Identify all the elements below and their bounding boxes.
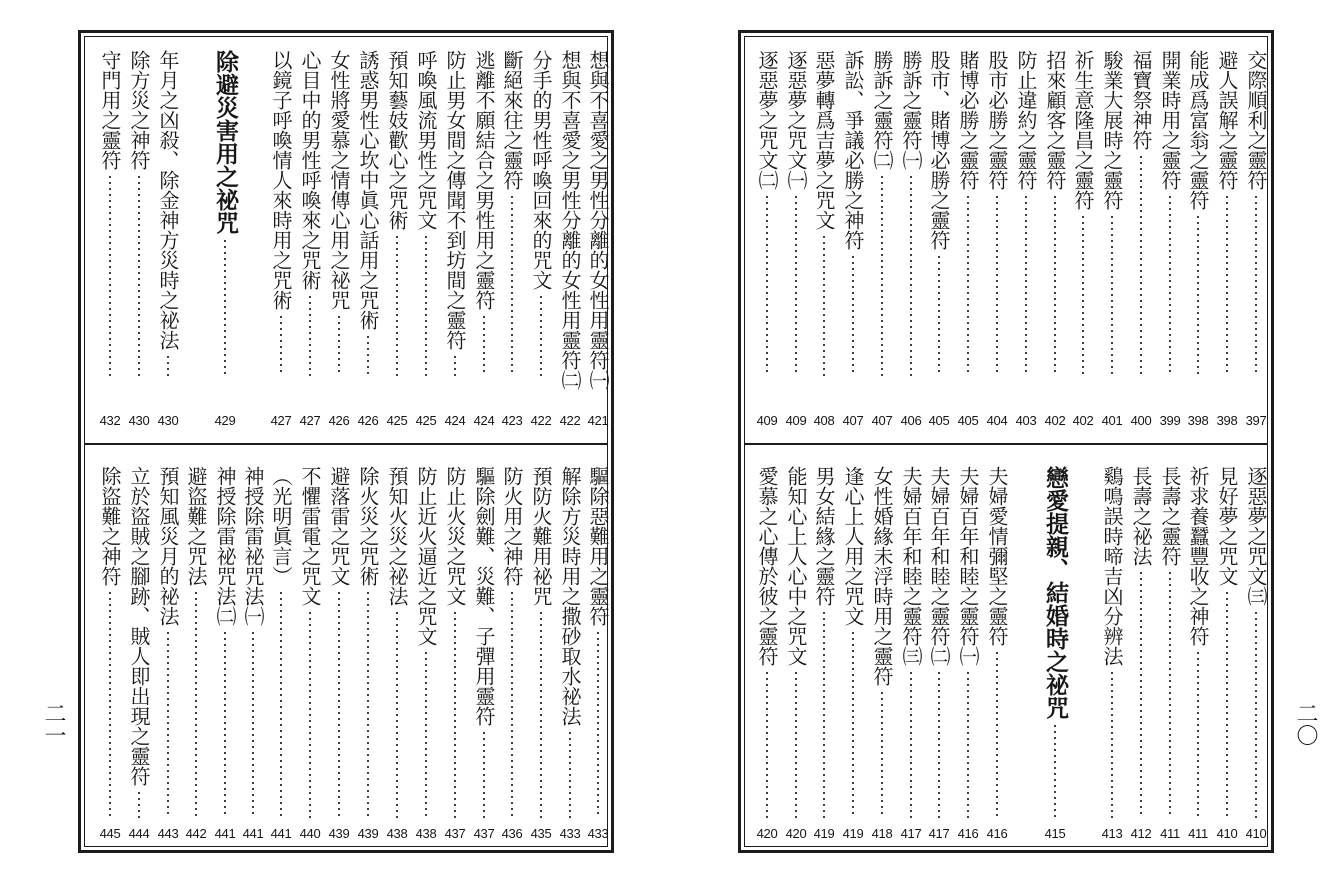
page-number: 411 <box>1160 826 1180 841</box>
toc-entry <box>955 466 981 822</box>
dot-leader <box>996 650 998 818</box>
entry-title: 逐惡夢之咒文㈠ <box>784 50 808 190</box>
toc-entry <box>1214 466 1240 822</box>
toc-entry <box>811 50 837 380</box>
toc-entry <box>557 50 583 390</box>
right-page-folio: 二〇 <box>1293 702 1318 746</box>
entry-title: 呼喚風流男性之咒文 <box>414 50 438 230</box>
entry-title: 男女結緣之靈符 <box>812 466 836 606</box>
entry-title: 惡夢轉爲吉夢之咒文 <box>812 50 836 230</box>
entry-title: 祈求養蠶豐收之神符 <box>1186 466 1210 646</box>
toc-entry <box>413 50 439 380</box>
dot-leader <box>823 234 825 376</box>
entry-title: 股市必勝之靈符 <box>985 50 1009 190</box>
toc-entry <box>1070 50 1096 380</box>
dot-leader <box>795 670 797 818</box>
entry-title: 勝訴之靈符㈠ <box>899 50 923 170</box>
entry-title: 除火災之咒術 <box>356 466 380 586</box>
entry-title: 夫婦百年和睦之靈符㈠ <box>956 466 980 666</box>
toc-entry <box>984 50 1010 380</box>
toc-entry <box>754 466 780 822</box>
entry-title: 防火用之神符 <box>500 466 524 586</box>
dot-leader <box>1140 570 1142 818</box>
entry-title: 夫婦百年和睦之靈符㈡ <box>927 466 951 666</box>
entry-title: 除避災害用之祕咒 <box>212 50 239 234</box>
entry-title: 訴訟、爭議必勝之神符 <box>841 50 865 250</box>
entry-title: 神授除雷祕咒法㈡ <box>213 466 237 626</box>
page-number: 443 <box>157 826 179 841</box>
dot-leader <box>511 194 513 376</box>
toc-entry <box>413 466 439 822</box>
dot-leader <box>881 174 883 376</box>
entry-title: 開業時用之靈符 <box>1158 50 1182 190</box>
dot-leader <box>540 610 542 818</box>
toc-entry <box>754 50 780 380</box>
entry-title: 女性婚緣未浮時用之靈符 <box>870 466 894 686</box>
dot-leader <box>569 730 571 818</box>
page-number: 399 <box>1159 413 1181 428</box>
page-number: 433 <box>587 826 609 841</box>
entry-title: 防止火災之咒文 <box>443 466 467 606</box>
entry-title: 防止男女間之傳聞不到坊間之靈符 <box>443 50 467 350</box>
page-number: 441 <box>214 826 236 841</box>
dot-leader <box>967 670 969 818</box>
entry-title: 能知心上人心中之咒文 <box>784 466 808 666</box>
toc-entry <box>471 50 497 380</box>
entry-title: 年月之凶殺、除金神方災時之祕法 <box>156 50 180 350</box>
page-number: 427 <box>299 413 321 428</box>
page-number: 426 <box>328 413 350 428</box>
dot-leader <box>1111 670 1113 818</box>
dot-leader <box>1255 610 1257 818</box>
entry-title: 誘惑男性心坎中眞心話用之咒術 <box>356 50 380 330</box>
page-number: 398 <box>1187 413 1209 428</box>
entry-title: 避盜難之咒法 <box>184 466 208 586</box>
entry-title: 除方災之神符 <box>127 50 151 170</box>
toc-entry <box>1157 50 1183 380</box>
page-number: 415 <box>1044 826 1066 841</box>
dot-leader <box>1054 194 1056 376</box>
toc-entry <box>869 466 895 822</box>
toc-entry <box>840 50 866 380</box>
page-number: 405 <box>928 413 950 428</box>
page-number: 403 <box>1015 413 1037 428</box>
entry-title: 交際順利之靈符 <box>1244 50 1268 190</box>
page-number: 435 <box>530 826 552 841</box>
entry-title: 想與不喜愛之男性分離的女性用靈符㈠ <box>586 50 610 390</box>
page-number: 408 <box>813 413 835 428</box>
toc-entry <box>326 466 352 822</box>
page-number: 444 <box>128 826 150 841</box>
toc-entry <box>499 466 525 822</box>
page-number: 409 <box>756 413 778 428</box>
page-number: 401 <box>1101 413 1123 428</box>
toc-entry <box>326 50 352 380</box>
toc-entry <box>499 50 525 380</box>
dot-leader <box>338 314 340 376</box>
page-number: 439 <box>328 826 350 841</box>
dot-leader <box>425 650 427 818</box>
entry-title: 逐惡夢之咒文㈢ <box>1244 466 1268 606</box>
page-number: 407 <box>871 413 893 428</box>
dot-leader <box>1226 194 1228 376</box>
toc-entry <box>384 50 410 380</box>
toc-entry <box>783 466 809 822</box>
entry-title: 以鏡子呼喚情人來時用之咒術 <box>269 50 293 310</box>
page-number: 429 <box>214 413 236 428</box>
entry-title: 想與不喜愛之男性分離的女性用靈符㈡ <box>558 50 582 390</box>
entry-title: 防止近火逼近之咒文 <box>414 466 438 646</box>
page-number: 425 <box>415 413 437 428</box>
page-number: 417 <box>900 826 922 841</box>
entry-title: 預防火難用祕咒 <box>529 466 553 606</box>
page-number: 402 <box>1044 413 1066 428</box>
toc-entry <box>355 466 381 822</box>
toc-entry <box>268 50 294 380</box>
toc-entry <box>811 466 837 822</box>
dot-leader <box>138 174 140 376</box>
dot-leader <box>425 234 427 376</box>
entry-title: 逃離不願結合之男性用之靈符 <box>472 50 496 310</box>
toc-entry <box>1214 50 1240 380</box>
page-number: 416 <box>986 826 1008 841</box>
toc-entry <box>183 466 209 822</box>
dot-leader <box>224 238 226 376</box>
entry-title: （光明眞言） <box>269 466 293 586</box>
entry-title: 鷄鳴誤時啼吉凶分辨法 <box>1100 466 1124 666</box>
toc-entry <box>442 50 468 380</box>
entry-title: 解除方災時用之撒砂取水祕法 <box>558 466 582 726</box>
page-number: 441 <box>242 826 264 841</box>
dot-leader <box>1054 723 1056 818</box>
page-number: 438 <box>415 826 437 841</box>
dot-leader <box>910 174 912 376</box>
dot-leader <box>996 194 998 376</box>
page-number: 398 <box>1216 413 1238 428</box>
page-number: 440 <box>299 826 321 841</box>
dot-leader <box>795 194 797 376</box>
toc-entry <box>1013 50 1039 380</box>
page-number: 410 <box>1245 826 1267 841</box>
toc-entry <box>898 50 924 380</box>
entry-title: 夫婦愛情彌堅之靈符 <box>985 466 1009 646</box>
entry-title: 駿業大展時之靈符 <box>1100 50 1124 210</box>
entry-title: 夫婦百年和睦之靈符㈢ <box>899 466 923 666</box>
page-number: 430 <box>157 413 179 428</box>
toc-entry <box>155 466 181 822</box>
dot-leader <box>597 630 599 818</box>
page-number: 424 <box>444 413 466 428</box>
page-number: 432 <box>99 413 121 428</box>
toc-entry <box>126 466 152 822</box>
dot-leader <box>280 314 282 376</box>
entry-title: 見好夢之咒文 <box>1215 466 1239 586</box>
entry-title: 除盜難之神符 <box>98 466 122 586</box>
entry-title: 預知風災月的祕法 <box>156 466 180 626</box>
dot-leader <box>881 690 883 818</box>
entry-title: 股市、賭博必勝之靈符 <box>927 50 951 250</box>
toc-entry <box>240 466 266 822</box>
entry-title: 戀愛提親、結婚時之祕咒 <box>1042 466 1069 719</box>
toc-entry <box>97 466 123 822</box>
dot-leader <box>1226 590 1228 818</box>
dot-leader <box>967 194 969 376</box>
page-number: 419 <box>842 826 864 841</box>
toc-entry <box>384 466 410 822</box>
dot-leader <box>396 234 398 376</box>
section-heading <box>212 50 238 380</box>
toc-entry <box>442 466 468 822</box>
toc-entry <box>528 466 554 822</box>
toc-entry <box>1243 50 1269 380</box>
dot-leader <box>1197 650 1199 818</box>
page-number: 420 <box>785 826 807 841</box>
toc-entry <box>585 50 611 390</box>
dot-leader <box>252 630 254 818</box>
page-number: 441 <box>270 826 292 841</box>
dot-leader <box>483 730 485 818</box>
toc-entry <box>557 466 583 822</box>
toc-entry <box>783 50 809 380</box>
toc-entry <box>297 50 323 380</box>
dot-leader <box>309 610 311 818</box>
dot-leader <box>1169 570 1171 818</box>
dot-leader <box>511 590 513 818</box>
page-number: 436 <box>501 826 523 841</box>
toc-entry <box>1099 466 1125 822</box>
dot-leader <box>454 610 456 818</box>
entry-title: 長壽之靈符 <box>1158 466 1182 566</box>
page-number: 437 <box>444 826 466 841</box>
entry-title: 逐惡夢之咒文㈡ <box>755 50 779 190</box>
page-number: 409 <box>785 413 807 428</box>
dot-leader <box>766 194 768 376</box>
dot-leader <box>483 314 485 376</box>
page-number: 406 <box>900 413 922 428</box>
entry-title: 逢心上人用之咒文 <box>841 466 865 626</box>
entry-title: 福寶祭神符 <box>1129 50 1153 150</box>
dot-leader <box>938 670 940 818</box>
dot-leader <box>280 590 282 818</box>
page-number: 413 <box>1101 826 1123 841</box>
page-number: 400 <box>1130 413 1152 428</box>
page-number: 407 <box>842 413 864 428</box>
entry-title: 愛慕之心傳於彼之靈符 <box>755 466 779 666</box>
toc-entry <box>840 466 866 822</box>
dot-leader <box>109 590 111 818</box>
dot-leader <box>367 334 369 376</box>
entry-title: 祈生意隆昌之靈符 <box>1071 50 1095 210</box>
toc-entry <box>528 50 554 380</box>
entry-title: 立於盜賊之腳跡、賊人即出現之靈符 <box>127 466 151 786</box>
dot-leader <box>852 630 854 818</box>
page-number: 404 <box>986 413 1008 428</box>
toc-entry <box>1099 50 1125 380</box>
page-number: 412 <box>1130 826 1152 841</box>
entry-title: 預知火災之祕法 <box>385 466 409 606</box>
toc-entry <box>1185 50 1211 380</box>
entry-title: 心目中的男性呼喚來之咒術 <box>298 50 322 290</box>
entry-title: 預知藝妓歡心之咒術 <box>385 50 409 230</box>
page-number: 426 <box>357 413 379 428</box>
page-number: 417 <box>928 826 950 841</box>
toc-entry <box>97 50 123 380</box>
toc-entry <box>268 466 294 822</box>
entry-title: 斷絕來往之靈符 <box>500 50 524 190</box>
dot-leader <box>1197 214 1199 376</box>
page-number: 419 <box>813 826 835 841</box>
page-number: 424 <box>473 413 495 428</box>
toc-entry <box>126 50 152 380</box>
page-number: 433 <box>559 826 581 841</box>
toc-entry <box>1042 50 1068 380</box>
page-number: 416 <box>957 826 979 841</box>
dot-leader <box>167 354 169 376</box>
dot-leader <box>367 590 369 818</box>
entry-title: 不懼雷電之咒文 <box>298 466 322 606</box>
section-heading <box>1042 466 1068 822</box>
left-page-folio: 二一 <box>41 702 66 746</box>
dot-leader <box>109 174 111 376</box>
toc-entry <box>1157 466 1183 822</box>
entry-title: 女性將愛慕之情傳心用之祕咒 <box>327 50 351 310</box>
dot-leader <box>1111 214 1113 376</box>
page-number: 430 <box>128 413 150 428</box>
page-number: 439 <box>357 826 379 841</box>
entry-title: 賭博必勝之靈符 <box>956 50 980 190</box>
page-number: 445 <box>99 826 121 841</box>
entry-title: 招來顧客之靈符 <box>1043 50 1067 190</box>
dot-leader <box>396 610 398 818</box>
page-number: 411 <box>1188 826 1208 841</box>
page-number: 438 <box>386 826 408 841</box>
toc-entry <box>1128 466 1154 822</box>
page-number: 427 <box>270 413 292 428</box>
page-number: 397 <box>1245 413 1267 428</box>
entry-title: 長壽之祕法 <box>1129 466 1153 566</box>
page-number: 422 <box>530 413 552 428</box>
entry-title: 神授除雷祕咒法㈠ <box>241 466 265 626</box>
toc-entry <box>155 50 181 380</box>
entry-title: 避人誤解之靈符 <box>1215 50 1239 190</box>
dot-leader <box>910 670 912 818</box>
entry-title: 防止違約之靈符 <box>1014 50 1038 190</box>
dot-leader <box>1255 194 1257 376</box>
dot-leader <box>852 254 854 376</box>
page-number: 418 <box>871 826 893 841</box>
toc-entry <box>955 50 981 380</box>
dot-leader <box>338 590 340 818</box>
entry-title: 驅除惡難用之靈符 <box>586 466 610 626</box>
entry-title: 勝訴之靈符㈡ <box>870 50 894 170</box>
right-page-divider <box>744 443 1268 445</box>
toc-entry <box>926 466 952 822</box>
toc-entry <box>1185 466 1211 822</box>
toc-entry <box>984 466 1010 822</box>
toc-entry <box>471 466 497 822</box>
dot-leader <box>454 354 456 376</box>
page-number: 405 <box>957 413 979 428</box>
dot-leader <box>195 590 197 818</box>
left-page-divider <box>84 443 608 445</box>
toc-entry <box>1243 466 1269 822</box>
entry-title: 能成爲富翁之靈符 <box>1186 50 1210 210</box>
page-number: 420 <box>756 826 778 841</box>
toc-entry <box>297 466 323 822</box>
entry-title: 避落雷之咒文 <box>327 466 351 586</box>
toc-entry <box>212 466 238 822</box>
toc-entry <box>1128 50 1154 380</box>
dot-leader <box>1169 194 1171 376</box>
dot-leader <box>309 294 311 376</box>
page-number: 437 <box>473 826 495 841</box>
page-number: 423 <box>501 413 523 428</box>
dot-leader <box>224 630 226 818</box>
dot-leader <box>540 294 542 376</box>
dot-leader <box>823 610 825 818</box>
toc-entry <box>898 466 924 822</box>
toc-entry <box>355 50 381 380</box>
toc-entry <box>585 466 611 822</box>
entry-title: 驅除劍難、災難、子彈用靈符 <box>472 466 496 726</box>
page-number: 410 <box>1216 826 1238 841</box>
dot-leader <box>1082 214 1084 376</box>
dot-leader <box>766 670 768 818</box>
entry-title: 守門用之靈符 <box>98 50 122 170</box>
toc-entry <box>926 50 952 380</box>
page-number: 442 <box>185 826 207 841</box>
page-number: 425 <box>386 413 408 428</box>
toc-entry <box>869 50 895 380</box>
dot-leader <box>167 630 169 818</box>
page-number: 421 <box>587 413 609 428</box>
dot-leader <box>1140 154 1142 376</box>
dot-leader <box>1025 194 1027 376</box>
dot-leader <box>938 254 940 376</box>
entry-title: 分手的男性呼喚回來的咒文 <box>529 50 553 290</box>
page-number: 402 <box>1072 413 1094 428</box>
page-number: 422 <box>559 413 581 428</box>
dot-leader <box>138 790 140 818</box>
